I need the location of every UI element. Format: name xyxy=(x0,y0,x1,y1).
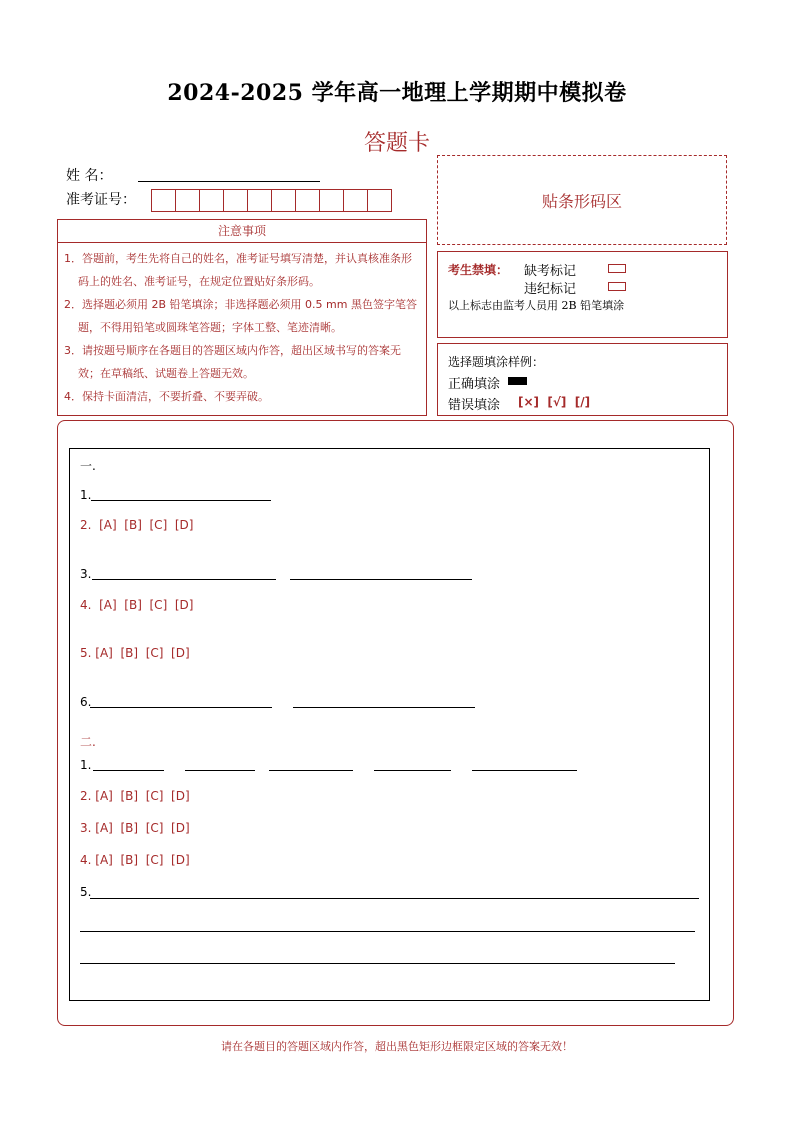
notice-item: 4．保持卡面清洁，不要折叠、不要弄破。 xyxy=(64,390,269,403)
question-1-5-choices[interactable]: 5. [A] [B] [C] [D] xyxy=(80,646,190,660)
section-2-heading: 二. xyxy=(80,735,96,749)
barcode-label: 贴条形码区 xyxy=(541,191,622,211)
question-2-5-line-1[interactable] xyxy=(90,897,699,899)
id-digit-box[interactable] xyxy=(247,189,272,212)
absent-mark-box[interactable] xyxy=(608,264,626,273)
name-label: 姓 名： xyxy=(66,168,113,184)
exam-id-boxes[interactable] xyxy=(151,189,391,212)
notice-body xyxy=(57,242,427,416)
question-1-6-blank-1[interactable] xyxy=(90,706,272,708)
name-field[interactable] xyxy=(138,180,320,182)
answer-card-title: 答题卡 xyxy=(363,131,430,156)
footer-warning: 请在各题目的答题区域内作答，超出黑色矩形边框限定区域的答案无效！ xyxy=(221,1040,573,1053)
id-digit-box[interactable] xyxy=(199,189,224,212)
correct-fill-mark xyxy=(508,377,527,385)
section-1-heading: 一. xyxy=(80,459,96,473)
notice-item: 2．选择题必须用 2B 铅笔填涂；非选择题必须用 0.5 mm 黑色签字笔答题，不得用铅笔或圆珠笔答题；字体工整、笔迹清晰。 xyxy=(64,298,417,334)
sample-heading: 选择题填涂样例： xyxy=(448,355,545,369)
question-1-1-blank[interactable] xyxy=(91,499,271,501)
question-2-1-blank-3[interactable] xyxy=(269,769,353,771)
id-digit-box[interactable] xyxy=(295,189,320,212)
question-2-1-label: 1. xyxy=(80,758,92,772)
question-2-1-blank-1[interactable] xyxy=(93,769,164,771)
id-digit-box[interactable] xyxy=(367,189,392,212)
question-2-5-line-2[interactable] xyxy=(80,930,695,932)
question-1-3-blank-2[interactable] xyxy=(290,578,472,580)
question-2-3-choices[interactable]: 3. [A] [B] [C] [D] xyxy=(80,821,190,835)
question-1-3-blank-1[interactable] xyxy=(92,578,276,580)
exam-title: 2024-2025 学年高一地理上学期期中模拟卷 xyxy=(167,80,627,106)
forbid-note: 以上标志由监考人员用 2B 铅笔填涂 xyxy=(448,299,625,312)
notice-heading: 注意事项 xyxy=(57,219,427,243)
question-1-2-choices[interactable]: 2. [A] [B] [C] [D] xyxy=(80,518,194,532)
question-2-4-choices[interactable]: 4. [A] [B] [C] [D] xyxy=(80,853,190,867)
wrong-fill-marks: [×] [√] [/] xyxy=(518,395,591,409)
notice-item: 3．请按题号顺序在各题目的答题区域内作答，超出区域书写的答案无效；在草稿纸、试题卷上答题无效。 xyxy=(64,344,401,380)
question-1-4-choices[interactable]: 4. [A] [B] [C] [D] xyxy=(80,598,194,612)
fill-sample-box xyxy=(437,343,728,416)
correct-fill-label: 正确填涂 xyxy=(448,377,501,392)
barcode-area xyxy=(437,155,727,245)
violation-mark-box[interactable] xyxy=(608,282,626,291)
forbid-label: 考生禁填： xyxy=(448,263,509,277)
id-digit-box[interactable] xyxy=(343,189,368,212)
question-2-1-blank-2[interactable] xyxy=(185,769,255,771)
question-2-5-line-3[interactable] xyxy=(80,962,675,964)
absent-label: 缺考标记 xyxy=(524,264,577,279)
question-1-6-label: 6. xyxy=(80,695,92,709)
question-2-1-blank-5[interactable] xyxy=(472,769,577,771)
question-1-3-label: 3. xyxy=(80,567,92,581)
id-digit-box[interactable] xyxy=(319,189,344,212)
question-2-2-choices[interactable]: 2. [A] [B] [C] [D] xyxy=(80,789,190,803)
violation-label: 违纪标记 xyxy=(524,282,577,297)
forbid-box xyxy=(437,251,728,338)
question-1-6-blank-2[interactable] xyxy=(293,706,475,708)
question-2-1-blank-4[interactable] xyxy=(374,769,451,771)
question-2-5-label: 5. xyxy=(80,885,92,899)
id-digit-box[interactable] xyxy=(175,189,200,212)
id-digit-box[interactable] xyxy=(151,189,176,212)
id-digit-box[interactable] xyxy=(223,189,248,212)
question-1-1-label: 1. xyxy=(80,488,92,502)
id-label: 准考证号： xyxy=(66,192,136,208)
notice-item: 1．答题前，考生先将自己的姓名，准考证号填写清楚，并认真核准条形码上的姓名、准考证号，在规定位置贴好条形码。 xyxy=(64,252,412,288)
wrong-fill-label: 错误填涂 xyxy=(448,398,501,413)
id-digit-box[interactable] xyxy=(271,189,296,212)
